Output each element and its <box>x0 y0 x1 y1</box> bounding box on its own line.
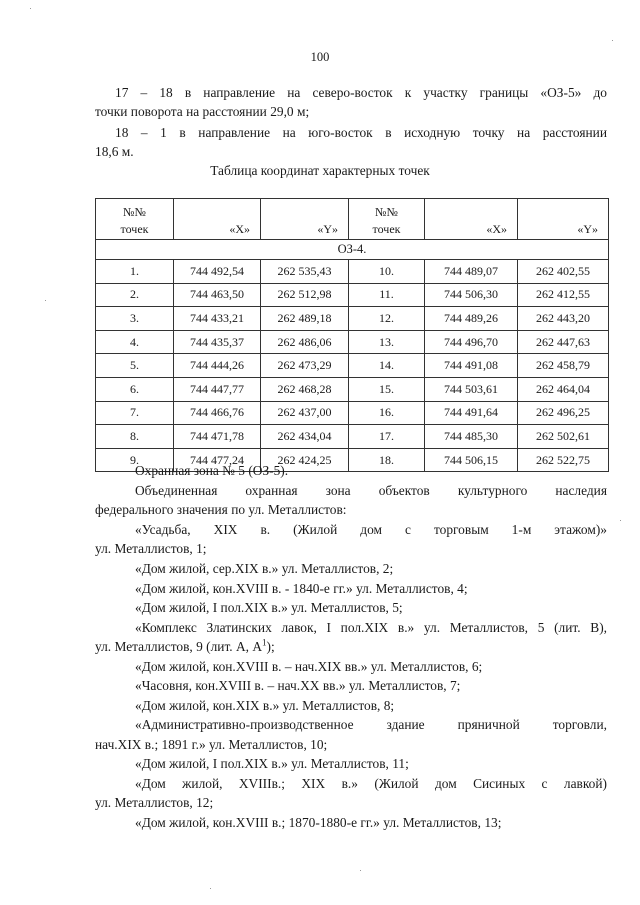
point-number: 14. <box>349 354 425 378</box>
zone5-item-1-line-2: ул. Металлистов, 1; <box>95 541 207 556</box>
scan-speck <box>45 300 46 301</box>
point-number: 3. <box>96 307 174 331</box>
y-value: 262 424,25 <box>261 448 349 472</box>
intro-line-1: 17 – 18 в направление на северо-восток к участку границы «ОЗ-5» до <box>115 85 607 100</box>
x-value: 744 491,08 <box>425 354 518 378</box>
y-value: 262 512,98 <box>261 283 349 307</box>
y-value: 262 412,55 <box>518 283 609 307</box>
point-number: 8. <box>96 425 174 449</box>
header-y: «Y» <box>261 199 349 240</box>
y-value: 262 437,00 <box>261 401 349 425</box>
y-value: 262 535,43 <box>261 260 349 284</box>
header-num-bottom-2: точек <box>372 222 401 236</box>
point-number: 16. <box>349 401 425 425</box>
zone5-item-8: «Дом жилой, кон.XIX в.» ул. Металлистов, 8; <box>135 698 395 713</box>
table-caption: Таблица координат характерных точек <box>210 163 430 178</box>
y-value: 262 447,63 <box>518 330 609 354</box>
table-header-row <box>96 199 609 240</box>
y-value: 262 486,06 <box>261 330 349 354</box>
x-value: 744 463,50 <box>174 283 261 307</box>
point-number: 13. <box>349 330 425 354</box>
header-point-number <box>96 199 174 240</box>
point-number: 5. <box>96 354 174 378</box>
intro-line-3: 18 – 1 в направление на юго-восток в исходную точку на расстоянии <box>115 125 607 140</box>
point-number: 11. <box>349 283 425 307</box>
zone5-item-1-line-1: «Усадьба, XIX в. (Жилой дом с торговым 1-м этажом)» <box>135 522 607 537</box>
x-value: 744 477,24 <box>174 448 261 472</box>
zone5-item-10: «Дом жилой, I пол.XIX в.» ул. Металлистов, 11; <box>135 756 409 771</box>
x-value: 744 503,61 <box>425 377 518 401</box>
point-number: 6. <box>96 377 174 401</box>
zone5-item-2: «Дом жилой, сер.XIX в.» ул. Металлистов, 2; <box>135 561 394 576</box>
zone5-item-5-superscript: 1 <box>262 637 267 648</box>
header-y-2: «Y» <box>518 199 609 240</box>
header-num-top: №№ <box>123 205 146 219</box>
scan-speck <box>30 8 31 9</box>
point-number: 18. <box>349 448 425 472</box>
y-value: 262 464,04 <box>518 377 609 401</box>
table-row <box>96 377 609 401</box>
zone-label: ОЗ-4. <box>96 240 609 260</box>
y-value: 262 434,04 <box>261 425 349 449</box>
point-number: 1. <box>96 260 174 284</box>
scan-speck <box>360 870 361 871</box>
table-row <box>96 354 609 378</box>
y-value: 262 402,55 <box>518 260 609 284</box>
point-number: 2. <box>96 283 174 307</box>
y-value: 262 496,25 <box>518 401 609 425</box>
scan-speck <box>620 520 621 521</box>
point-number: 15. <box>349 377 425 401</box>
point-number: 4. <box>96 330 174 354</box>
zone5-item-3: «Дом жилой, кон.XVIII в. - 1840-е гг.» ул. Металлистов, 4; <box>135 581 468 596</box>
x-value: 744 485,30 <box>425 425 518 449</box>
point-number: 17. <box>349 425 425 449</box>
zone5-item-7: «Часовня, кон.XVIII в. – нач.XX вв.» ул. Металлистов, 7; <box>135 678 461 693</box>
x-value: 744 489,07 <box>425 260 518 284</box>
zone5-title: Охранная зона № 5 (ОЗ-5). <box>135 463 289 478</box>
intro-line-2: точки поворота на расстоянии 29,0 м; <box>95 104 310 119</box>
table-row <box>96 260 609 284</box>
x-value: 744 491,64 <box>425 401 518 425</box>
header-x: «X» <box>174 199 261 240</box>
zone5-item-11-line-2: ул. Металлистов, 12; <box>95 795 214 810</box>
table-row <box>96 307 609 331</box>
x-value: 744 496,70 <box>425 330 518 354</box>
table-row <box>96 425 609 449</box>
coordinates-table <box>95 198 609 472</box>
x-value: 744 433,21 <box>174 307 261 331</box>
scan-speck <box>210 888 211 889</box>
point-number: 7. <box>96 401 174 425</box>
header-num-top-2: №№ <box>375 205 398 219</box>
y-value: 262 443,20 <box>518 307 609 331</box>
zone5-item-5-line-2 <box>95 638 275 656</box>
point-number: 10. <box>349 260 425 284</box>
scan-speck <box>612 40 613 41</box>
y-value: 262 522,75 <box>518 448 609 472</box>
x-value: 744 435,37 <box>174 330 261 354</box>
x-value: 744 506,15 <box>425 448 518 472</box>
y-value: 262 502,61 <box>518 425 609 449</box>
point-number: 9. <box>96 448 174 472</box>
y-value: 262 468,28 <box>261 377 349 401</box>
table-zone-row <box>96 240 609 260</box>
x-value: 744 489,26 <box>425 307 518 331</box>
zone5-item-11-line-1: «Дом жилой, XVIIIв.; XIX в.» (Жилой дом Сисиных с лавкой) <box>135 776 607 791</box>
x-value: 744 444,26 <box>174 354 261 378</box>
x-value: 744 447,77 <box>174 377 261 401</box>
zone5-item-5-end: ); <box>266 639 275 654</box>
zone5-item-9-line-2: нач.XIX в.; 1891 г.» ул. Металлистов, 10; <box>95 737 328 752</box>
x-value: 744 466,76 <box>174 401 261 425</box>
x-value: 744 471,78 <box>174 425 261 449</box>
table-row <box>96 401 609 425</box>
intro-line-4: 18,6 м. <box>95 144 134 159</box>
x-value: 744 506,30 <box>425 283 518 307</box>
header-point-number-2 <box>349 199 425 240</box>
page-number: 100 <box>310 50 330 64</box>
header-x-2: «X» <box>425 199 518 240</box>
y-value: 262 473,29 <box>261 354 349 378</box>
zone5-item-4: «Дом жилой, I пол.XIX в.» ул. Металлистов, 5; <box>135 600 403 615</box>
zone5-item-5-line-1: «Комплекс Златинских лавок, I пол.XIX в.» ул. Металлистов, 5 (лит. В), <box>135 620 607 635</box>
table-row <box>96 330 609 354</box>
header-num-bottom: точек <box>120 222 149 236</box>
x-value: 744 492,54 <box>174 260 261 284</box>
point-number: 12. <box>349 307 425 331</box>
zone5-item-5-text: ул. Металлистов, 9 (лит. А, А <box>95 639 263 654</box>
zone5-para-line-1: Объединенная охранная зона объектов культурного наследия <box>135 483 607 498</box>
zone5-item-12: «Дом жилой, кон.XVIII в.; 1870-1880-е гг.» ул. Металлистов, 13; <box>135 815 502 830</box>
zone5-item-9-line-1: «Административно-производственное здание пряничной торговли, <box>135 717 607 732</box>
y-value: 262 489,18 <box>261 307 349 331</box>
zone5-para-line-2: федерального значения по ул. Металлистов: <box>95 502 347 517</box>
y-value: 262 458,79 <box>518 354 609 378</box>
table-row <box>96 283 609 307</box>
zone5-item-6: «Дом жилой, кон.XVIII в. – нач.XIX вв.» ул. Металлистов, 6; <box>135 659 483 674</box>
